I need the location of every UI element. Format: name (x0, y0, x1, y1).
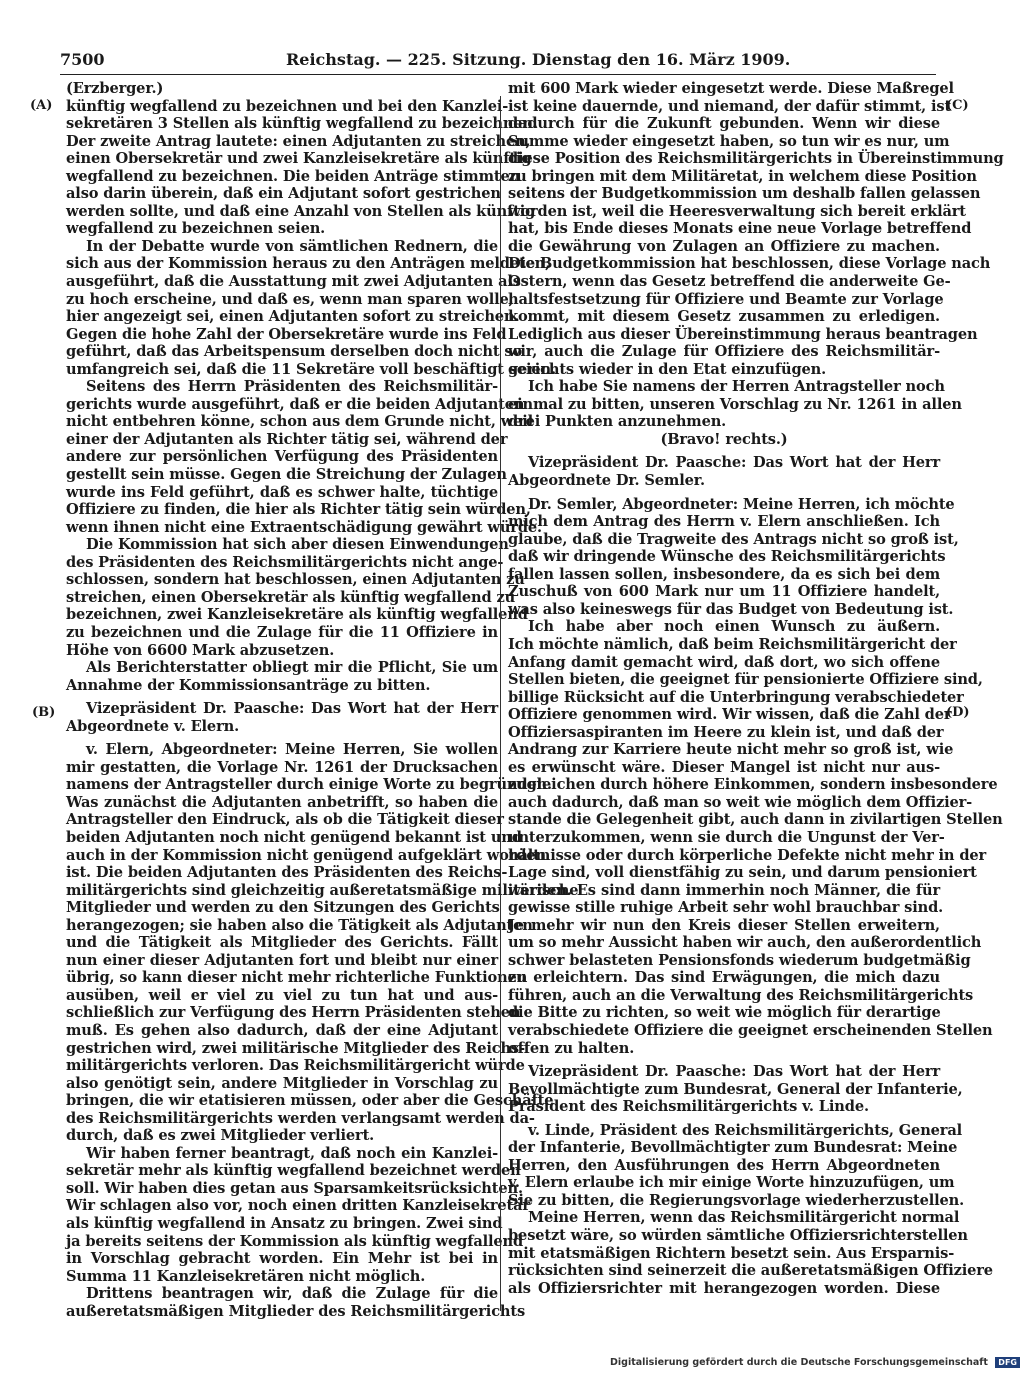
footer-text: Digitalisierung gefördert durch die Deutsche Forschungsgemeinschaft (610, 1357, 988, 1368)
text-line: Die Kommission hat sich aber diesen Einwendungen (86, 536, 509, 554)
text-line: sekretär mehr als künftig wegfallend bezeichnet werden (66, 1162, 521, 1180)
text-line: Wir haben ferner beantragt, daß noch ein Kanzlei- (86, 1144, 498, 1162)
text-line: namens der Antragsteller durch einige Worte zu begründen. (66, 776, 552, 794)
text-line: militärgerichts sind gleichzeitig außeretatsmäßige militärische (66, 881, 579, 899)
text-line: hat, bis Ende dieses Monats eine neue Vorlage betreffend (508, 220, 972, 238)
text-line: des Präsidenten des Reichsmilitärgerichts nicht ange- (66, 553, 504, 571)
text-line: Je mehr wir nun den Kreis dieser Stellen erweitern, (508, 916, 940, 934)
text-line: Herren, den Ausführungen des Herrn Abgeordneten (508, 1156, 940, 1174)
text-line: nicht entbehren könne, schon aus dem Grunde nicht, weil (66, 413, 534, 431)
margin-marker-a: (A) (30, 98, 53, 113)
text-line: Abgeordnete Dr. Semler. (508, 472, 705, 490)
text-line: mit 600 Mark wieder eingesetzt werde. Diese Maßregel (508, 80, 954, 97)
text-line: Meine Herren, wenn das Reichsmilitärgericht normal (528, 1209, 960, 1227)
text-line: als künftig wegfallend in Ansatz zu bringen. Zwei sind (66, 1215, 503, 1232)
text-line: Der zweite Antrag lautete: einen Adjutanten zu streichen, (66, 132, 531, 150)
text-line: worden ist, weil die Heeresverwaltung sich bereit erklärt (508, 202, 966, 220)
text-line: rücksichten sind seinerzeit die außeretatsmäßigen Offiziere (508, 1262, 993, 1280)
text-line: v. Elern erlaube ich mir einige Worte hinzuzufügen, um (508, 1174, 955, 1192)
text-line: also genötigt sein, andere Mitglieder in Vorschlag zu (66, 1074, 498, 1092)
text-line: herangezogen; sie haben also die Tätigkeit als Adjutanten (66, 916, 533, 934)
text-line: Die Budgetkommission hat beschlossen, diese Vorlage nach (508, 255, 991, 273)
text-line: des Reichsmilitärgerichts werden verlangsamt werden da- (66, 1109, 535, 1127)
text-line: ausgeführt, daß die Ausstattung mit zwei Adjutanten als (66, 273, 521, 291)
text-line: unterzukommen, wenn sie durch die Ungunst der Ver- (508, 828, 945, 846)
running-title: Reichstag. — 225. Sitzung. Dienstag den 16. März 1909. (286, 50, 791, 69)
text-line: führen, auch an die Verwaltung des Reichsmilitärgerichts (508, 986, 974, 1004)
text-line: durch, daß es zwei Mitglieder verliert. (66, 1127, 375, 1145)
text-line: der Infanterie, Bevollmächtigter zum Bundesrat: Meine (508, 1139, 958, 1157)
text-line: haltsfestsetzung für Offiziere und Beamte zur Vorlage (508, 290, 944, 308)
text-line: wegfallend zu bezeichnen. Die beiden Anträge stimmten (66, 167, 521, 185)
text-line: Ich habe Sie namens der Herren Antragsteller noch (528, 378, 945, 396)
text-line: wir, auch die Zulage für Offiziere des Reichsmilitär- (508, 343, 940, 361)
text-line: werden. Es sind dann immerhin noch Männer, die für (508, 881, 940, 899)
text-line: schwer belasteten Pensionsfonds wiederum budgetmäßig (508, 951, 971, 969)
text-line: Zuschuß von 600 Mark nur um 11 Offiziere handelt, (508, 583, 940, 601)
text-line: was also keineswegs für das Budget von Bedeutung ist. (508, 600, 954, 618)
text-line: ausüben, weil er viel zu viel zu tun hat und aus- (66, 986, 498, 1004)
text-line: geführt, daß das Arbeitspensum derselben doch nicht so (66, 343, 523, 361)
text-line: v. Elern, Abgeordneter: Meine Herren, Sie wollen (86, 741, 498, 759)
text-line: künftig wegfallend zu bezeichnen und bei den Kanzlei- (66, 97, 509, 115)
page-number: 7500 (60, 50, 105, 69)
header-rule (60, 74, 936, 75)
margin-marker-b: (B) (32, 705, 56, 720)
text-line: also darin überein, daß ein Adjutant sofort gestrichen (66, 185, 501, 203)
text-line: Offiziersaspiranten im Heere zu klein ist, und daß der (508, 723, 944, 741)
text-line: in Vorschlag gebracht worden. Ein Mehr ist bei in (66, 1250, 498, 1268)
text-line: zugleichen durch höhere Einkommen, sondern insbesondere (508, 776, 998, 794)
text-line: daß wir dringende Wünsche des Reichsmilitärgerichts (508, 548, 946, 566)
margin-marker-d: (D) (946, 705, 970, 720)
text-line: nun einer dieser Adjutanten fort und bleibt nur einer (66, 951, 498, 969)
text-line: zu bezeichnen und die Zulage für die 11 Offiziere in (66, 623, 498, 641)
text-line: In der Debatte wurde von sämtlichen Rednern, die (86, 237, 498, 255)
text-line: bezeichnen, zwei Kanzleisekretäre als künftig wegfallend (66, 606, 528, 624)
text-line: gewisse stille ruhige Arbeit sehr wohl brauchbar sind. (508, 899, 944, 917)
text-line: militärgerichts verloren. Das Reichsmilitärgericht würde (66, 1057, 525, 1075)
text-line: Lage sind, voll dienstfähig zu sein, und darum pensioniert (508, 864, 977, 882)
text-line: gestellt sein müsse. Gegen die Streichung der Zulagen (66, 466, 507, 484)
text-line: Drittens beantragen wir, daß die Zulage für die (86, 1285, 498, 1303)
text-line: kommt, mit diesem Gesetz zusammen zu erledigen. (508, 308, 940, 326)
text-line: Summe wieder eingesetzt haben, so tun wir es nur, um (508, 132, 950, 150)
text-line: die Bitte zu richten, so weit wie möglich für derartige (508, 1004, 941, 1022)
text-line: streichen, einen Obersekretär als künftig wegfallend zu (66, 588, 516, 606)
text-line: einen Obersekretär und zwei Kanzleisekretäre als künftig (66, 150, 532, 168)
text-line: gerichts wurde ausgeführt, daß er die beiden Adjutanten (66, 395, 525, 413)
text-line: v. Linde, Präsident des Reichsmilitärgerichts, General (528, 1121, 963, 1139)
text-line: Seitens des Herrn Präsidenten des Reichsmilitär- (86, 378, 498, 396)
text-line: bringen, die wir etatisieren müssen, oder aber die Geschäfte (66, 1092, 554, 1110)
text-line: und die Tätigkeit als Mitglieder des Gerichts. Fällt (66, 934, 498, 952)
text-line: umfangreich sei, daß die 11 Sekretäre voll beschäftigt seien. (66, 360, 556, 378)
text-line: ist keine dauernde, und niemand, der dafür stimmt, ist (508, 97, 952, 115)
text-line: wurde ins Feld geführt, daß es schwer halte, tüchtige (66, 483, 498, 501)
text-line: schlossen, sondern hat beschlossen, einen Adjutanten zu (66, 571, 525, 589)
footer-credit (610, 1357, 1017, 1375)
text-line: Annahme der Kommissionsanträge zu bitten. (66, 676, 431, 694)
text-line: muß. Es gehen also dadurch, daß der eine Adjutant (66, 1021, 498, 1039)
margin-marker-c: (C) (946, 98, 969, 113)
text-line: Offiziere zu finden, die hier als Richter tätig sein würden, (66, 501, 531, 519)
text-line: sekretären 3 Stellen als künftig wegfallend zu bezeichnen. (66, 115, 538, 133)
text-line: mir gestatten, die Vorlage Nr. 1261 der Drucksachen (66, 758, 498, 776)
text-line: Als Berichterstatter obliegt mir die Pflicht, Sie um (86, 659, 498, 677)
text-line: (Bravo! rechts.) (660, 430, 788, 448)
text-line: Ostern, wenn das Gesetz betreffend die anderweite Ge- (508, 273, 951, 291)
text-line: wenn ihnen nicht eine Extraentschädigung gewährt würde. (66, 518, 542, 536)
text-line: auch dadurch, daß man so weit wie möglich dem Offizier- (508, 793, 973, 811)
text-line: gerichts wieder in den Etat einzufügen. (508, 360, 827, 378)
page-header (60, 50, 936, 74)
text-line: soll. Wir haben dies getan aus Sparsamkeitsrücksichten. (66, 1179, 523, 1197)
text-line: Ich habe aber noch einen Wunsch zu äußern. (528, 618, 940, 636)
text-line: zu erleichtern. Das sind Erwägungen, die mich dazu (508, 969, 940, 987)
text-line: Vizepräsident Dr. Paasche: Das Wort hat der Herr (86, 700, 498, 718)
text-line: stande die Gelegenheit gibt, auch dann in zivilartigen Stellen (508, 811, 1003, 829)
text-line: einmal zu bitten, unseren Vorschlag zu Nr. 1261 in allen (508, 395, 962, 413)
text-line: Stellen bieten, die geeignet für pensionierte Offiziere sind, (508, 671, 983, 689)
text-line: einer der Adjutanten als Richter tätig sei, während der (66, 430, 508, 448)
dfg-logo: DFG (995, 1357, 1020, 1368)
text-line: hier angezeigt sei, einen Adjutanten sofort zu streichen. (66, 308, 520, 326)
text-line: Lediglich aus dieser Übereinstimmung heraus beantragen (508, 325, 978, 343)
text-line: Ich möchte nämlich, daß beim Reichsmilitärgericht der (508, 635, 957, 653)
text-line: Präsident des Reichsmilitärgerichts v. Linde. (508, 1098, 869, 1116)
text-line: Was zunächst die Adjutanten anbetrifft, so haben die (66, 793, 498, 811)
text-line: Anfang damit gemacht wird, daß dort, wo sich offene (508, 653, 940, 671)
text-line: Gegen die hohe Zahl der Obersekretäre wurde ins Feld (66, 325, 507, 343)
text-line: glaube, daß die Tragweite des Antrags nicht so groß ist, (508, 530, 959, 548)
text-line: die Gewährung von Zulagen an Offiziere zu machen. (508, 237, 940, 255)
text-line: ja bereits seitens der Kommission als künftig wegfallend (66, 1232, 524, 1250)
text-line: fallen lassen sollen, insbesondere, da es sich bei dem (508, 565, 940, 583)
text-line: als Offiziersrichter mit herangezogen worden. Diese (508, 1279, 940, 1297)
text-line: Andrang zur Karriere heute nicht mehr so groß ist, wie (508, 741, 954, 759)
text-line: dadurch für die Zukunft gebunden. Wenn wir diese (508, 115, 940, 133)
text-line: Antragsteller den Eindruck, als ob die Tätigkeit dieser (66, 811, 504, 829)
text-line: übrig, so kann dieser nicht mehr richterliche Funktionen (66, 969, 528, 987)
text-line: Summa 11 Kanzleisekretären nicht möglich. (66, 1267, 426, 1285)
text-line: sich aus der Kommission heraus zu den Anträgen meldeten, (66, 255, 551, 273)
text-line: um so mehr Aussicht haben wir auch, den außerordentlich (508, 934, 982, 952)
text-line: billige Rücksicht auf die Unterbringung verabschiedeter (508, 688, 964, 706)
text-line: Abgeordnete v. Elern. (66, 717, 240, 735)
right-text-column (508, 80, 1004, 1297)
text-line: drei Punkten anzunehmen. (508, 413, 727, 431)
text-line: mich dem Antrag des Herrn v. Elern anschließen. Ich (508, 513, 940, 531)
text-line: besetzt wäre, so würden sämtliche Offiziersrichterstellen (508, 1227, 968, 1244)
text-line: Offiziere genommen wird. Wir wissen, daß die Zahl der (508, 706, 952, 724)
text-line: ist. Die beiden Adjutanten des Präsidenten des Reichs- (66, 864, 508, 882)
text-line: zu bringen mit dem Militäretat, in welchem diese Position (508, 167, 977, 185)
text-line: schließlich zur Verfügung des Herrn Präsidenten stehen (66, 1004, 521, 1022)
text-line: hältnisse oder durch körperliche Defekte nicht mehr in der (508, 846, 987, 864)
text-line: (Erzberger.) (66, 80, 164, 97)
text-line: Wir schlagen also vor, noch einen dritten Kanzleisekretär (66, 1197, 530, 1215)
text-line: gestrichen wird, zwei militärische Mitglieder des Reichs- (66, 1039, 525, 1057)
text-line: zu hoch erscheine, und daß es, wenn man sparen wolle, (66, 290, 514, 308)
column-divider (500, 96, 501, 1311)
text-line: auch in der Kommission nicht genügend aufgeklärt worden (66, 846, 546, 864)
text-line: beiden Adjutanten noch nicht genügend bekannt ist und (66, 828, 522, 846)
text-line: werden sollte, und daß eine Anzahl von Stellen als künftig (66, 202, 536, 220)
text-line: wegfallend zu bezeichnen seien. (66, 220, 326, 238)
text-line: außeretatsmäßigen Mitglieder des Reichsmilitärgerichts (66, 1302, 526, 1320)
text-line: offen zu halten. (508, 1039, 635, 1057)
text-line: es erwünscht wäre. Dieser Mangel ist nicht nur aus- (508, 758, 940, 776)
text-line: Vizepräsident Dr. Paasche: Das Wort hat der Herr (528, 454, 940, 472)
text-line: Bevollmächtigte zum Bundesrat, General der Infanterie, (508, 1080, 963, 1098)
text-line: Vizepräsident Dr. Paasche: Das Wort hat der Herr (528, 1063, 940, 1081)
text-line: mit etatsmäßigen Richtern besetzt sein. Aus Ersparnis- (508, 1244, 955, 1262)
text-line: Mitglieder und werden zu den Sitzungen des Gerichts (66, 899, 500, 917)
text-line: seitens der Budgetkommission um deshalb fallen gelassen (508, 185, 981, 203)
text-line: diese Position des Reichsmilitärgerichts in Übereinstimmung (508, 150, 1004, 168)
text-line: andere zur persönlichen Verfügung des Präsidenten (66, 448, 498, 466)
text-line: Sie zu bitten, die Regierungsvorlage wiederherzustellen. (508, 1191, 965, 1209)
text-line: Höhe von 6600 Mark abzusetzen. (66, 641, 335, 659)
text-line: verabschiedete Offiziere die geeignet erscheinenden Stellen (508, 1021, 993, 1039)
text-line: Dr. Semler, Abgeordneter: Meine Herren, ich möchte (528, 495, 955, 513)
